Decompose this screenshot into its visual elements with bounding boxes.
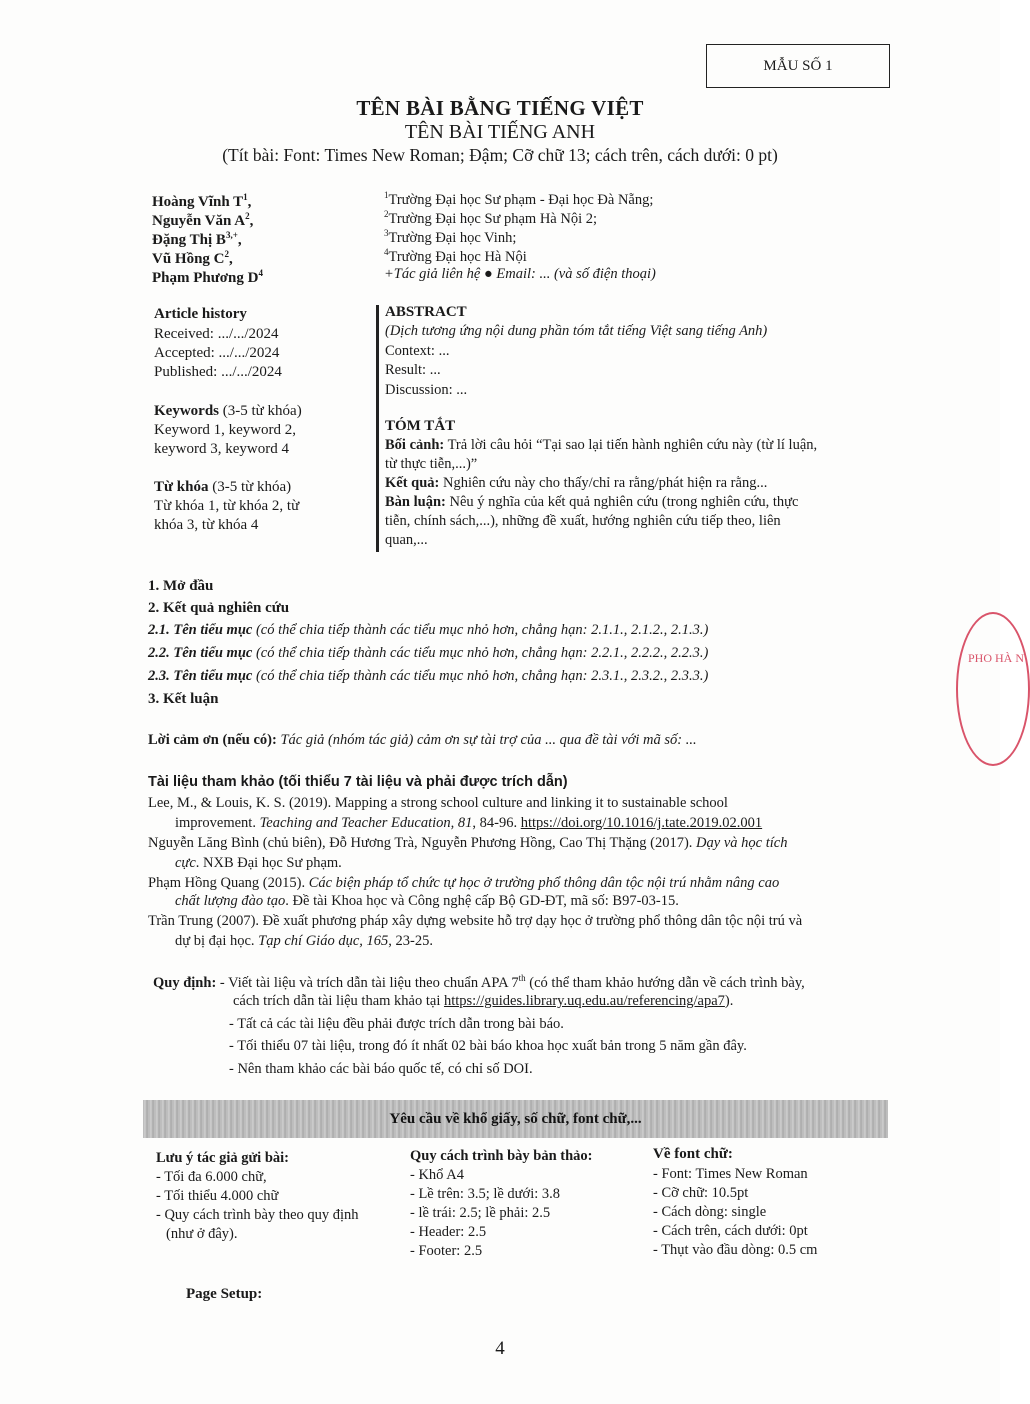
page-number: 4 <box>495 1338 505 1359</box>
author-notes-item: - Tối thiểu 4.000 chữ <box>156 1188 279 1204</box>
font-rules-item: - Cách trên, cách dưới: 0pt <box>653 1223 808 1239</box>
affiliation-2: $^2$Trường Đại học Sư phạm Hà Nội 2; <box>384 209 598 227</box>
red-seal-stamp <box>956 612 1030 766</box>
rules-line-1: Quy định: - Viết tài liệu và trích dẫn tài liệu theo chuẩn APA 7th (có thể tham khảo hướng dẫn về cách trình bày, <box>153 973 805 991</box>
accepted-date: Accepted: .../.../2024 <box>154 345 280 361</box>
author-notes-item: (như ở đây). <box>166 1226 238 1242</box>
reference-2-line-1: Nguyễn Lăng Bình (chủ biên), Đỗ Hương Trà, Nguyễn Phương Hồng, Cao Thị Thặng (2017). Dạy và học tích <box>148 835 788 851</box>
manuscript-format-item: - Footer: 2.5 <box>410 1243 483 1259</box>
author-notes-heading: Lưu ý tác giả gửi bài: <box>156 1150 290 1166</box>
abstract-heading: ABSTRACT <box>385 304 467 320</box>
reference-4-line-1: Trần Trung (2007). Đề xuất phương pháp xây dựng website hỗ trợ dạy học ở trường phổ thông dân tộc nội trú và <box>148 913 803 929</box>
reference-3-line-1: Phạm Hồng Quang (2015). Các biện pháp tổ chức tự học ở trường phổ thông dân tộc nội trú nhằm nâng cao <box>148 875 780 891</box>
tomtat-banluan-line-3: quan,... <box>385 532 428 548</box>
tomtat-banluan-line-2: tiễn, chính sách,...), những đề xuất, hướng nghiên cứu tiếp theo, liên <box>385 513 781 529</box>
tomtat-ketqua: Kết quả: Nghiên cứu này cho thấy/chỉ ra rằng/phát hiện ra rằng... <box>385 475 768 491</box>
requirements-banner-text: Yêu cầu về khổ giấy, số chữ, font chữ,... <box>389 1111 642 1127</box>
form-label-box: MẪU SỐ 1 <box>706 44 890 88</box>
title-english: TÊN BÀI TIẾNG ANH <box>404 121 596 143</box>
requirements-banner <box>143 1100 888 1138</box>
reference-3-line-2: chất lượng đào tạo. Đề tài Khoa học và Công nghệ cấp Bộ GD-ĐT, mã số: B97-03-15. <box>175 893 679 909</box>
references-heading: Tài liệu tham khảo (tối thiểu 7 tài liệu và phải được trích dẫn) <box>148 774 568 790</box>
subsection-2-2: 2.2. Tên tiểu mục (có thể chia tiếp thành các tiểu mục nhỏ hơn, chẳng hạn: 2.2.1., 2.2.2., 2.2.3.) <box>148 645 709 661</box>
font-rules-item: - Cách dòng: single <box>653 1204 767 1220</box>
abstract-discussion: Discussion: ... <box>385 382 468 398</box>
reference-2-line-2: cực. NXB Đại học Sư phạm. <box>175 855 342 871</box>
acknowledgement: Lời cảm ơn (nếu có): Tác giả (nhóm tác giả) cảm ơn sự tài trợ của ... qua đề tài với mã số: ... <box>148 732 697 748</box>
manuscript-format-heading: Quy cách trình bày bản thảo: <box>410 1148 593 1164</box>
stamp-text: PHO HÀ N <box>968 651 1025 665</box>
rules-line-5: - Nên tham khảo các bài báo quốc tế, có chỉ số DOI. <box>229 1061 533 1077</box>
reference-1-doi-link[interactable]: https://doi.org/10.1016/j.tate.2019.02.001 <box>520 815 763 831</box>
abstract-divider <box>376 305 379 552</box>
author-3: Đặng Thị $B^{3,+}$, <box>152 230 242 248</box>
rules-line-4: - Tối thiểu 07 tài liệu, trong đó ít nhất 02 bài báo khoa học xuất bản trong 5 năm gần đây. <box>229 1038 747 1054</box>
abstract-result: Result: ... <box>385 362 441 378</box>
keywords-line-1: Keyword 1, keyword 2, <box>154 422 297 438</box>
font-rules-item: - Thụt vào đầu dòng: 0.5 cm <box>653 1242 818 1258</box>
manuscript-format-item: - Khổ A4 <box>410 1167 464 1183</box>
section-1-heading: 1. Mở đầu <box>148 578 214 594</box>
page-setup-label: Page Setup: <box>186 1286 263 1302</box>
manuscript-format-item: - lề trái: 2.5; lề phải: 2.5 <box>410 1205 551 1221</box>
title-vietnamese: TÊN BÀI BẰNG TIẾNG VIỆT <box>356 96 644 120</box>
font-rules-heading: Về font chữ: <box>653 1146 733 1162</box>
tomtat-boicanh-line-1: Bối cảnh: Trả lời câu hỏi “Tại sao lại tiến hành nghiên cứu này (từ lí luận, <box>385 437 818 453</box>
author-1: Hoàng Vĩnh $T^1$, <box>152 192 252 210</box>
tukhoa-line-1: Từ khóa 1, từ khóa 2, từ <box>154 498 300 514</box>
tukhoa-line-2: khóa 3, từ khóa 4 <box>154 517 259 533</box>
abstract-context: Context: ... <box>385 343 450 359</box>
apa-guide-link[interactable]: https://guides.library.uq.edu.au/referencing/apa7 <box>443 993 725 1009</box>
rules-line-2: cách trích dẫn tài liệu tham khảo tại https://guides.library.uq.edu.au/referencing/apa7). <box>233 993 734 1009</box>
reference-4-line-2: dự bị đại học. Tạp chí Giáo dục, 165, 23-25. <box>175 933 433 949</box>
author-notes-item: - Quy cách trình bày theo quy định <box>156 1207 359 1223</box>
reference-1-line-1: Lee, M., & Louis, K. S. (2019). Mapping a strong school culture and linking it to sustainable school <box>148 795 728 811</box>
contact-line: +Tác giả liên hệ ● Email: ... (và số điện thoại) <box>384 266 656 282</box>
keywords-line-2: keyword 3, keyword 4 <box>154 441 289 457</box>
subsection-2-1: 2.1. Tên tiểu mục (có thể chia tiếp thành các tiểu mục nhỏ hơn, chẳng hạn: 2.1.1., 2.1.2., 2.1.3.) <box>148 622 709 638</box>
subsection-2-3: 2.3. Tên tiểu mục (có thể chia tiếp thành các tiểu mục nhỏ hơn, chẳng hạn: 2.3.1., 2.3.2., 2.3.3.) <box>148 668 709 684</box>
font-rules-item: - Font: Times New Roman <box>653 1166 808 1182</box>
author-notes-item: - Tối đa 6.000 chữ, <box>156 1169 267 1185</box>
tomtat-boicanh-line-2: từ thực tiễn,...)” <box>385 456 478 472</box>
affiliation-1: $^1$Trường Đại học Sư phạm - Đại học Đà Nẵng; <box>384 190 654 208</box>
manuscript-format-item: - Lề trên: 3.5; lề dưới: 3.8 <box>410 1186 561 1202</box>
author-4: Vũ Hồng $C^2$, <box>152 249 233 267</box>
tomtat-banluan-line-1: Bàn luận: Nêu ý nghĩa của kết quả nghiên cứu (trong nghiên cứu, thực <box>385 494 799 510</box>
title-note: (Tít bài: Font: Times New Roman; Đậm; Cỡ chữ 13; cách trên, cách dưới: 0 pt) <box>222 145 778 165</box>
tomtat-heading: TÓM TẮT <box>385 418 456 434</box>
tukhoa-heading: Từ khóa (3-5 từ khóa) <box>154 479 292 495</box>
received-date: Received: .../.../2024 <box>154 326 279 342</box>
font-rules-item: - Cỡ chữ: 10.5pt <box>653 1185 749 1201</box>
author-2: Nguyễn Văn $A^2$, <box>152 211 254 229</box>
abstract-note: (Dịch tương ứng nội dung phần tóm tắt tiếng Việt sang tiếng Anh) <box>385 323 768 339</box>
rules-line-3: - Tất cả các tài liệu đều phải được trích dẫn trong bài báo. <box>229 1016 564 1032</box>
keywords-heading: Keywords (3-5 từ khóa) <box>154 403 302 419</box>
affiliation-4: $^4$Trường Đại học Hà Nội <box>384 247 527 265</box>
section-2-heading: 2. Kết quả nghiên cứu <box>148 600 290 616</box>
article-history-heading: Article history <box>154 306 247 322</box>
reference-1-line-2: improvement. Teaching and Teacher Education, 81, 84-96. https://doi.org/10.1016/j.tate.2019.02.001 <box>175 815 763 831</box>
published-date: Published: .../.../2024 <box>154 364 282 380</box>
author-5: Phạm Phương $D^4$ <box>152 268 263 286</box>
section-3-heading: 3. Kết luận <box>148 691 219 707</box>
manuscript-format-item: - Header: 2.5 <box>410 1224 487 1240</box>
affiliation-3: $^3$Trường Đại học Vinh; <box>384 228 517 246</box>
